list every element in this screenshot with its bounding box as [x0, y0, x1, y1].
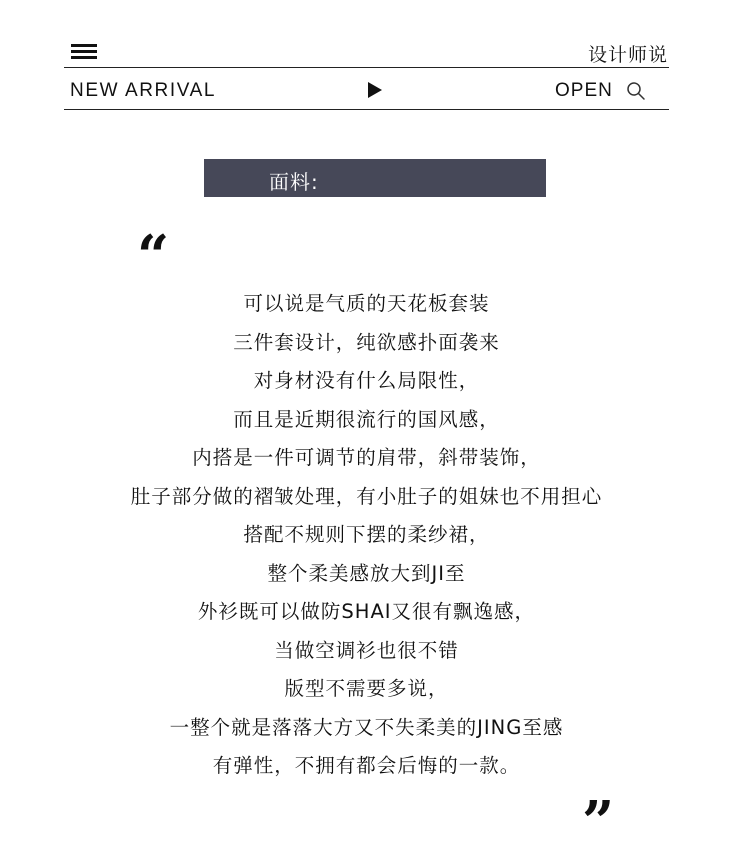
description-line: 而且是近期很流行的国风感，	[233, 407, 500, 431]
description-line: 整个柔美感放大到JI至	[267, 561, 466, 585]
brand-title: 设计师说	[587, 44, 668, 66]
header-divider-top	[64, 67, 669, 68]
description-line: 三件套设计，纯欲感扑面袭来	[233, 330, 500, 354]
description-line: 当做空调衫也很不错	[274, 638, 459, 662]
section-label: 面料:	[269, 170, 319, 194]
menu-bar	[71, 50, 97, 53]
hamburger-menu-icon[interactable]	[71, 44, 97, 59]
close-quote-mark: ”	[582, 789, 615, 855]
open-quote-mark: “	[137, 223, 170, 289]
nav-open[interactable]: OPEN	[555, 80, 613, 101]
description-line: 可以说是气质的天花板套装	[243, 292, 490, 315]
description-line: 内搭是一件可调节的肩带，斜带装饰，	[192, 446, 541, 469]
section-banner	[204, 159, 546, 197]
description-line: 肚子部分做的褶皱处理，有小肚子的姐妹也不用担心	[130, 484, 603, 508]
play-icon[interactable]	[368, 82, 382, 98]
description-line: 外衫既可以做防SHAI又很有飘逸感，	[197, 600, 536, 623]
header-divider-bottom	[64, 109, 669, 110]
description-line: 对身材没有什么局限性，	[253, 369, 480, 392]
product-description	[64, 285, 669, 786]
description-line: 搭配不规则下摆的柔纱裙，	[243, 523, 490, 546]
description-line: 一整个就是落落大方又不失柔美的JING至感	[169, 715, 564, 739]
search-icon[interactable]	[626, 81, 646, 101]
menu-bar	[71, 56, 97, 59]
description-line: 有弹性，不拥有都会后悔的一款。	[212, 754, 521, 777]
description-line: 版型不需要多说，	[284, 677, 449, 700]
nav-new-arrival[interactable]: NEW ARRIVAL	[70, 80, 217, 101]
menu-bar	[71, 44, 97, 47]
